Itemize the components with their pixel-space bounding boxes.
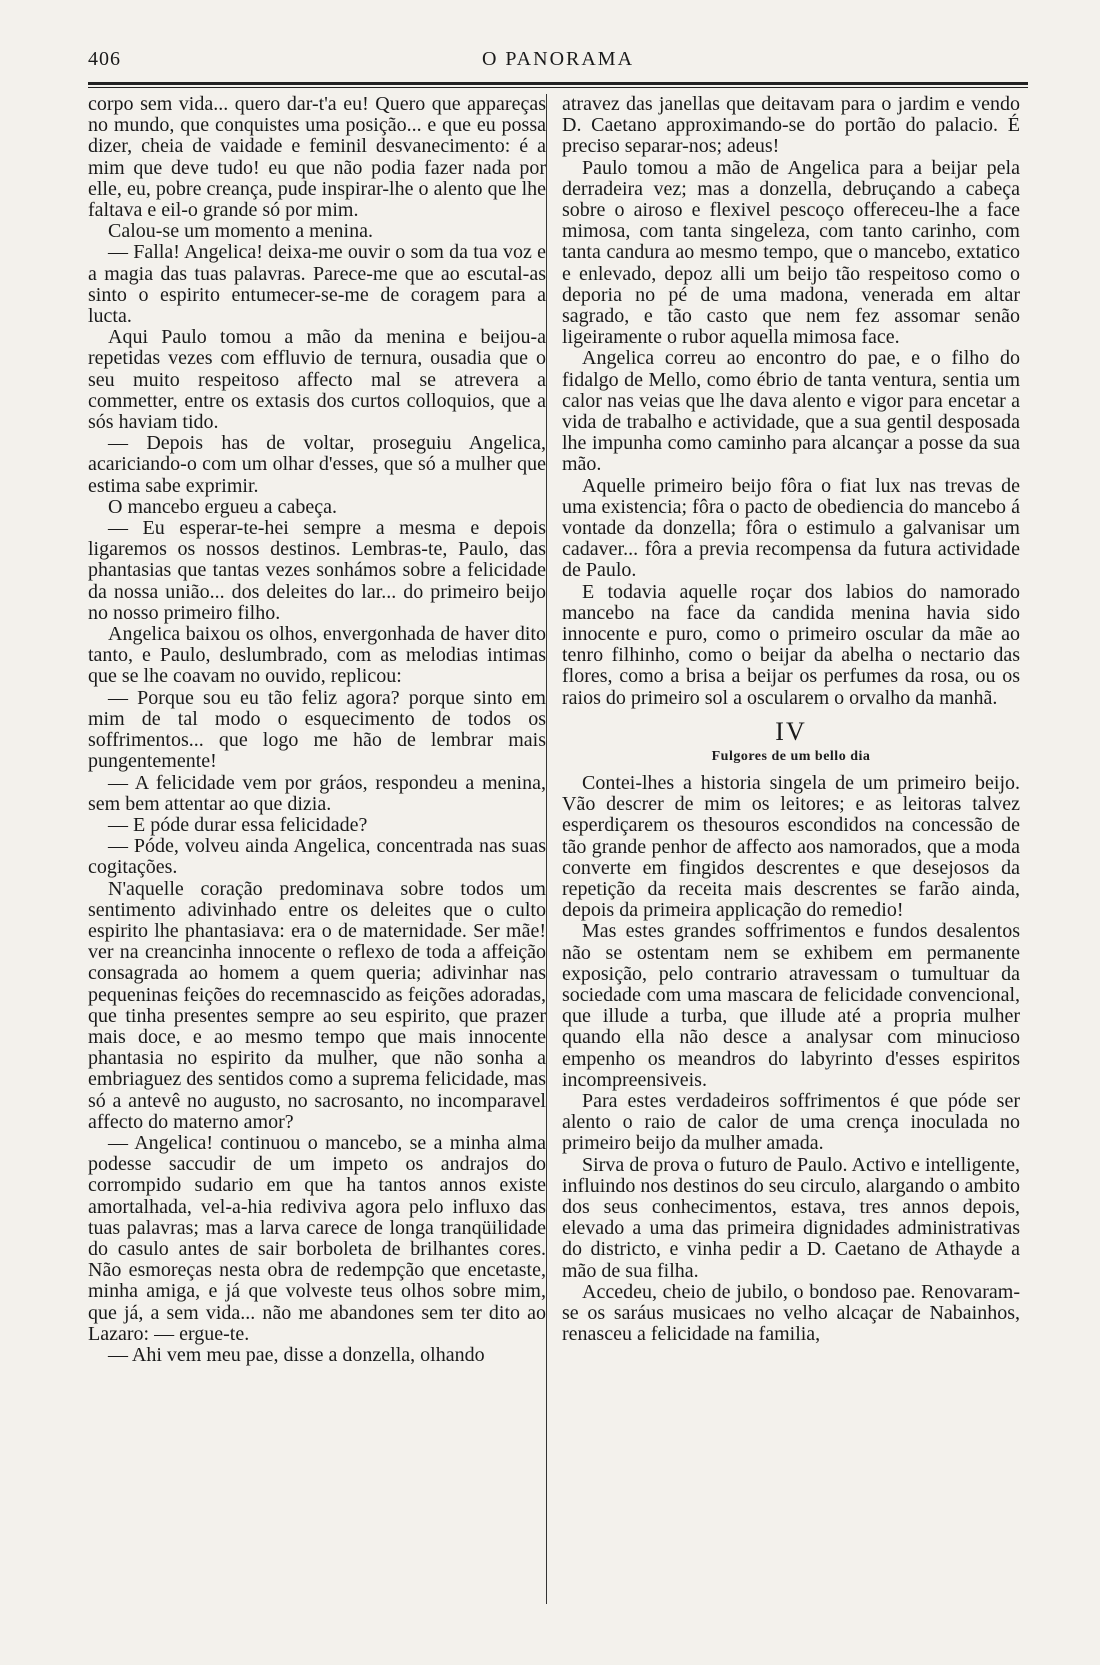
- paragraph: — A felicidade vem por gráos, respondeu a menina, sem bem attentar ao que dizia.: [88, 771, 546, 815]
- section-title: Fulgores de um bello dia: [711, 748, 871, 764]
- paragraph: Calou-se um momento a menina.: [108, 220, 373, 243]
- section-numeral: IV: [775, 716, 807, 746]
- paragraph: Contei-lhes a historia singela de um primeiro beijo. Vão descrer de mim os leitores; e as leitoras talvez esperdiçarem os thesouros escondidos na concessão de tão grande penhor de affecto aos namorados, que a moda converte em fingidos descrentes e que desejosos da repetição da receita mais descrentes se farão ainda, depois da primeira applicação do remedio!: [562, 771, 1020, 922]
- paragraph: Aquelle primeiro beijo fôra o fiat lux nas trevas de uma existencia; fôra o pacto de obediencia do mancebo á vontade da donzella; fôra o estimulo a galvanisar um cadaver... fôra a previa recompensa da futura actividade de Paulo.: [562, 474, 1020, 582]
- paragraph: O mancebo ergueu a cabeça.: [108, 495, 337, 518]
- paragraph: Para estes verdadeiros soffrimentos é que póde ser alento o raio de calor de uma crença inoculada no primeiro beijo da mulher amada.: [562, 1089, 1020, 1155]
- paragraph: — Falla! Angelica! deixa-me ouvir o som da tua voz e a magia das tuas palavras. Parece-me que ao escutal-as sinto o espirito entumecer-se-me de coragem para a lucta.: [88, 241, 546, 328]
- paragraph: Accedeu, cheio de jubilo, o bondoso pae. Renovaram-se os saráus musicaes no velho alcaçar de Nabainhos, renasceu a felicidade na familia,: [562, 1280, 1020, 1346]
- page-header: [88, 40, 1028, 72]
- paragraph: — Porque sou eu tão feliz agora? porque sinto em mim de tal modo o esquecimento de todos os soffrimentos... que logo me hão de lembrar mais pungentemente!: [88, 686, 546, 773]
- right-column: [562, 94, 1020, 1345]
- paragraph: N'aquelle coração predominava sobre todos um sentimento adivinhado entre os deleites que o culto espirito lhe phantasiava: era o de maternidade. Ser mãe! ver na creancinha innocente o reflexo de toda a affeição consagrada ao homem a quem queria; adivinhar nas pequeninas feições do recemnascido as feições adoradas, que tinha presentes sempre ao seu espirito, que prazer mais doce, e ao mesmo tempo que mais innocente phantasia no espirito da mulher, que não sonha a embriaguez des sentidos como a suprema felicidade, mas só a antevê no augusto, no sacrosanto, no incomparavel affecto do materno amor?: [88, 877, 546, 1133]
- paragraph: — Póde, volveu ainda Angelica, concentrada nas suas cogitações.: [88, 835, 546, 879]
- paragraph: Mas estes grandes soffrimentos e fundos desalentos não se ostentam nem se exhibem em permanente exposição, pelo contrario atravessam o tumultuar da sociedade com uma mascara de felicidade convencional, que illude a turba, que illude até a propria mulher quando ella não desce a analysar com minucioso empenho os meandros do labyrinto d'esses espiritos incompreensiveis.: [562, 920, 1020, 1091]
- paragraph: — Depois has de voltar, proseguiu Angelica, acariciando-o com um olhar d'esses, que só a mulher que estima sabe exprimir.: [88, 432, 546, 497]
- paragraph: Angelica correu ao encontro do pae, e o filho do fidalgo de Mello, como ébrio de tanta ventura, sentia um calor nas veias que lhe dava alento e vigor para encetar a vida de trabalho e actividade, que a sua gentil desposada lhe impunha como caminho para alcançar a posse da sua mão.: [562, 347, 1020, 476]
- paragraph: atravez das janellas que deitavam para o jardim e vendo D. Caetano approximando-se do portão do palacio. É preciso separar-nos; adeus!: [562, 93, 1020, 158]
- paragraph: Angelica baixou os olhos, envergonhada de haver dito tanto, e Paulo, deslumbrado, com as melodias intimas que se lhe coavam no ouvido, replicou:: [88, 623, 546, 688]
- header-rule: [88, 82, 1028, 85]
- paragraph: corpo sem vida... quero dar-t'a eu! Quero que appareças no mundo, que conquistes uma posição... e que eu possa dizer, cheia de vaidade e feminil desvanecimento: é a mim que deve tudo! eu que não podia fazer nada por elle, eu, pobre creança, pude inspirar-lhe o alento que lhe faltava e eil-o grande só por mim.: [88, 93, 546, 222]
- paragraph: Sirva de prova o futuro de Paulo. Activo e intelligente, influindo nos destinos do seu circulo, alargando o ambito dos seus conhecimentos, estava, tres annos depois, elevado a uma das primeira dignidades administrativas do districto, e vinha pedir a D. Caetano de Athayde a mão de sua filha.: [562, 1153, 1020, 1282]
- paragraph: E todavia aquelle roçar dos labios do namorado mancebo na face da candida menina havia sido innocente e puro, como o primeiro oscular da mãe ao tenro filhinho, como o beijar da abelha o nectario das flores, como a brisa a beijar os perfumes da rosa, ou os raios do primeiro sol a oscularem o orvalho da manhã.: [562, 580, 1020, 709]
- paragraph: Aqui Paulo tomou a mão da menina e beijou-a repetidas vezes com effluvio de ternura, ousadia que o seu muito respeitoso affecto mal se atrevera a commetter, entre os extasis dos curtos colloquios, que a sós haviam tido.: [88, 326, 546, 434]
- paragraph: — Angelica! continuou o mancebo, se a minha alma podesse saccudir de um impeto os andrajos do corrompido sudario em que ha tantos annos existe amortalhada, vel-a-hia rediviva agora pelo influxo das tuas palavras; mas a larva carece de longa tranqüilidade do casulo antes de sair borboleta de brilhantes cores. Não esmoreças nesta obra de redempção que encetaste, minha amiga, e já que volveste teus olhos sobre mim, que já, a sem vida... não me abandones sem ter dito ao Lazaro: — ergue-te.: [88, 1131, 546, 1345]
- paragraph: — E póde durar essa felicidade?: [108, 813, 368, 836]
- paragraph: — Ahi vem meu pae, disse a donzella, olhando: [108, 1343, 485, 1366]
- paragraph: — Eu esperar-te-hei sempre a mesma e depois ligaremos os nossos destinos. Lembras-te, Paulo, das phantasias que tantas vezes sonhámos sobre a felicidade da nossa união... dos deleites do lar... do primeiro beijo no nosso primeiro filho.: [88, 517, 546, 624]
- header-rule-thin: [88, 87, 1028, 88]
- column-divider: [546, 94, 547, 1604]
- running-title: O PANORAMA: [481, 48, 635, 70]
- left-column: [88, 94, 546, 1366]
- page-number: 406: [88, 48, 121, 70]
- paragraph: Paulo tomou a mão de Angelica para a beijar pela derradeira vez; mas a donzella, debruçando a cabeça sobre o airoso e flexivel pescoço offereceu-lhe a face mimosa, com tanta singeleza, com tanto carinho, com tanta candura ao mesmo tempo, que o mancebo, extatico e enlevado, depoz alli um beijo tão respeitoso como o deporia no pé de uma madona, venerada em altar sagrado, e tão casto que nem fez assomar senão ligeiramente o rubor aquella mimosa face.: [562, 156, 1020, 349]
